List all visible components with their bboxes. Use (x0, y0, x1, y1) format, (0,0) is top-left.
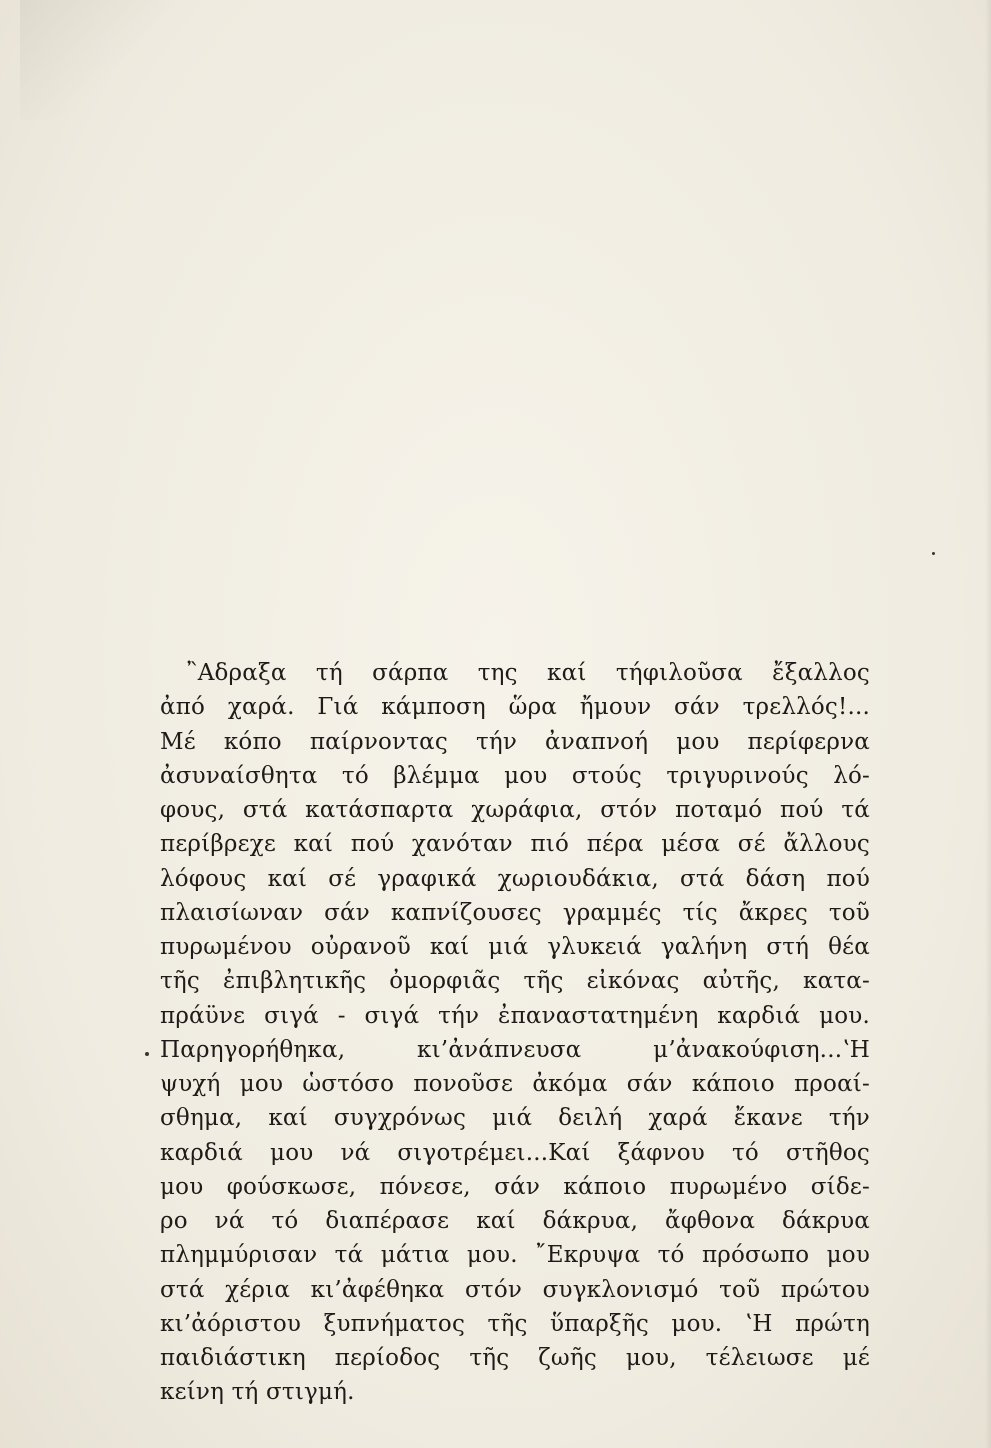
text-line: στά χέρια κι’ἀφέθηκα στόν συγκλονισμό τοῦ πρώτου (160, 1276, 870, 1303)
text-line: ἀσυναίσθητα τό βλέμμα μου στούς τριγυρινούς λό- (160, 762, 870, 789)
text-line: Παρηγορήθηκα, κι’ἀνάπνευσα μ’ἀνακούφιση...ʽΗ (160, 1036, 870, 1063)
text-line: φους, στά κατάσπαρτα χωράφια, στόν ποταμό πού τά (160, 797, 870, 823)
text-line: πυρωμένου οὐρανοῦ καί μιά γλυκειά γαλήνη στή θέα (160, 934, 870, 960)
text-line: σθημα, καί συγχρόνως μιά δειλή χαρά ἔκανε τήν (160, 1105, 870, 1132)
text-line: περίβρεχε καί πού χανόταν πιό πέρα μέσα σέ ἄλλους (160, 831, 870, 858)
text-line: λόφους καί σέ γραφικά χωριουδάκια, στά δάση πού (160, 865, 870, 892)
text-line: ρο νά τό διαπέρασε καί δάκρυα, ἄφθονα δάκρυα (160, 1208, 870, 1234)
text-line: ἀπό χαρά. Γιά κάμποση ὥρα ἤμουν σάν τρελλός!... (160, 694, 870, 721)
text-line: κείνη τή στιγμή. (160, 1379, 355, 1406)
text-line: ῍Αδραξα τή σάρπα της καί τήφιλοῦσα ἔξαλλος (186, 660, 870, 686)
body-paragraph (160, 656, 870, 1410)
text-line: κι’ἀόριστου ξυπνήματος τῆς ὕπαρξῆς μου. ʽΗ πρώτη (160, 1310, 870, 1337)
page-crease (20, 0, 180, 120)
text-line: πλαισίωναν σάν καπνίζουσες γραμμές τίς ἄκρες τοῦ (160, 899, 870, 926)
text-line: ψυχή μου ὡστόσο πονοῦσε ἀκόμα σάν κάποιο προαί- (160, 1071, 870, 1097)
text-line: πράϋνε σιγά - σιγά τήν ἐπαναστατημένη καρδιά μου. (160, 1002, 870, 1029)
paper-speck (145, 1052, 149, 1056)
text-line: πλημμύρισαν τά μάτια μου. ῎Εκρυψα τό πρόσωπο μου (160, 1242, 870, 1269)
text-line: τῆς ἐπιβλητικῆς ὀμορφιᾶς τῆς εἰκόνας αὐτῆς, κατα- (160, 968, 870, 995)
paper-speck (932, 552, 935, 555)
page-edge-shadow (985, 0, 991, 1448)
text-line: παιδιάστικη περίοδος τῆς ζωῆς μου, τέλειωσε μέ (160, 1345, 870, 1371)
text-line: μου φούσκωσε, πόνεσε, σάν κάποιο πυρωμένο σίδε- (160, 1173, 870, 1200)
text-line: καρδιά μου νά σιγοτρέμει...Καί ξάφνου τό στῆθος (160, 1139, 870, 1166)
text-line: Μέ κόπο παίρνοντας τήν ἀναπνοή μου περίφερνα (160, 728, 870, 755)
